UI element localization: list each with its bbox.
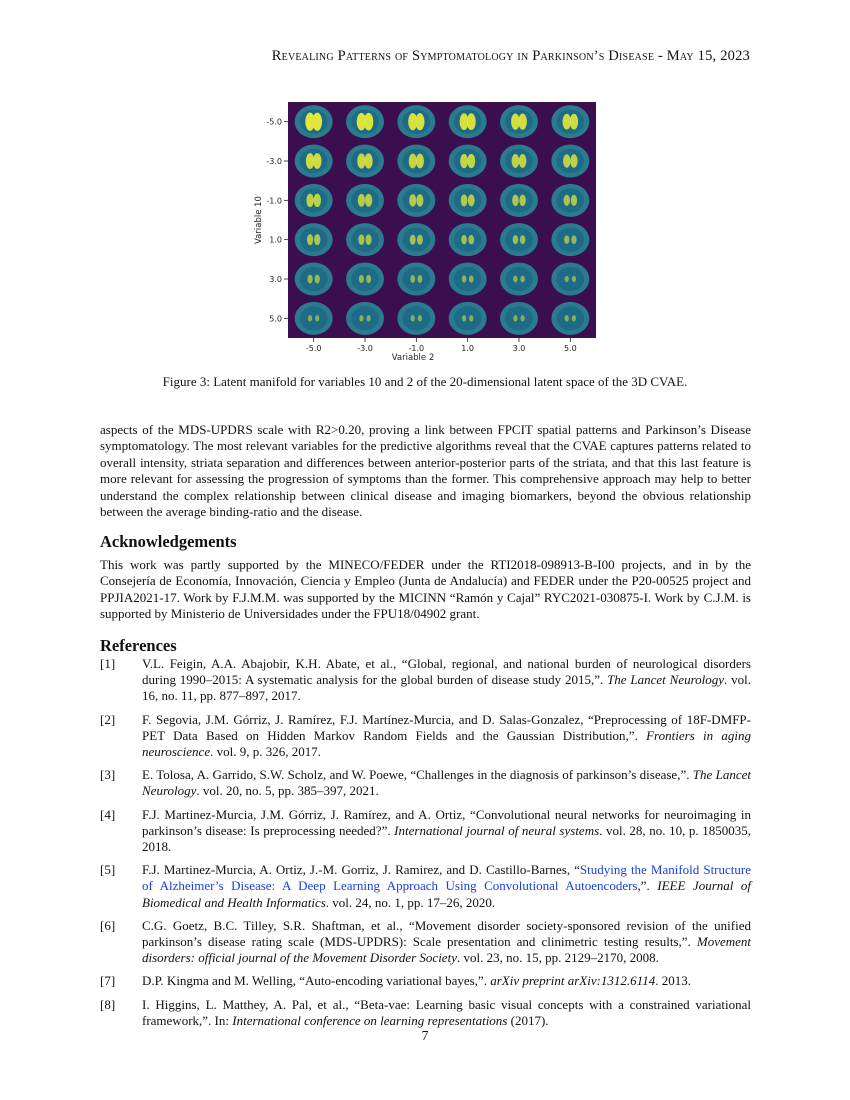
slice-inner (556, 227, 584, 251)
striatum-spot (571, 195, 577, 206)
x-tick-label: 3.0 (512, 344, 526, 353)
latent-manifold-figure (248, 100, 608, 370)
striatum-spot (564, 195, 570, 206)
brain-slice (551, 262, 589, 295)
y-tick-label: -5.0 (266, 117, 282, 127)
reference-number: [8] (100, 996, 116, 1012)
brain-slice (449, 105, 487, 138)
brain-slice (397, 223, 435, 256)
striatum-spot (357, 153, 365, 168)
reference-text: V.L. Feigin, A.A. Abajobir, K.H. Abate, et al., “Global, regional, and national burden of neurological disorders during 1990–2015: A systematic analysis for the global burden of disease study 2015,”. The Lancet Neurology. vol. 16, no. 11, pp. 877–897, 2017. (142, 656, 751, 704)
reference-number: [4] (100, 806, 116, 822)
y-tick-label: -1.0 (266, 196, 282, 206)
striatum-spot (467, 113, 476, 130)
reference-text: F.J. Martinez-Murcia, J.M. Górriz, J. Ramírez, and A. Ortiz, “Convolutional neural networks for neuroimaging in parkinson’s disease: Is preprocessing needed?”. International journal of neural systems. vol. 28, no. 10, p. 1850035, 2018. (142, 806, 751, 855)
striatum-spot (410, 275, 415, 283)
striatum-spot (520, 276, 524, 283)
striatum-spot (358, 194, 365, 207)
slice-inner (300, 267, 328, 291)
reference-item (100, 918, 751, 967)
slice-inner (300, 306, 328, 330)
reference-text: F.J. Martinez-Murcia, A. Ortiz, J.-M. Gorriz, J. Ramirez, and D. Castillo-Barnes, “Studying the Manifold Structure of Alzheimer’s Disease: A Deep Learning Approach Using Convolutional Autoencoders,”. IEEE Journal of Biomedical and Health Informatics. vol. 24, no. 1, pp. 17–26, 2020. (142, 862, 751, 910)
brain-slice (295, 223, 333, 256)
x-axis-label: Variable 2 (391, 353, 435, 363)
striatum-spot (359, 315, 363, 321)
running-header (100, 48, 750, 65)
striatum-spot (312, 113, 322, 131)
slice-inner (505, 188, 533, 212)
brain-slice (295, 105, 333, 138)
striatum-spot (358, 234, 364, 245)
striatum-spot (307, 234, 313, 245)
running-header-title: Revealing Patterns of Symptomatology in Parkinson’s Disease - May 15, 2023 (271, 48, 750, 64)
brain-slice (500, 105, 538, 138)
striatum-spot (411, 315, 415, 321)
reference-item (100, 973, 751, 989)
figure-caption: Figure 3: Latent manifold for variables 10 and 2 of the 20-dimensional latent space of the 3D CVAE. (162, 374, 688, 389)
reference-number: [7] (100, 973, 116, 989)
striatum-spot (513, 235, 518, 244)
brain-slice (500, 144, 538, 177)
striatum-spot (512, 195, 519, 207)
brain-slice (449, 144, 487, 177)
striatum-spot (364, 153, 372, 168)
slice-inner (454, 267, 482, 291)
x-tick-label: -1.0 (408, 344, 425, 353)
striatum-spot (307, 275, 312, 284)
reference-list (100, 656, 751, 1036)
striatum-spot (409, 154, 417, 169)
reference-number: [5] (100, 862, 116, 878)
brain-slice (397, 144, 435, 177)
brain-slice (551, 105, 589, 138)
striatum-spot (572, 315, 576, 321)
striatum-spot (416, 194, 423, 206)
striatum-spot (570, 114, 579, 130)
brain-slice (295, 144, 333, 177)
x-axis-ticks (306, 338, 577, 353)
striatum-spot (416, 154, 424, 169)
brain-slice (346, 144, 384, 177)
striatum-spot (417, 235, 423, 245)
striatum-spot (513, 276, 517, 283)
brain-slice (295, 184, 333, 217)
striatum-spot (518, 114, 527, 130)
reference-text: F. Segovia, J.M. Górriz, J. Ramírez, F.J. Martínez-Murcia, and D. Salas-Gonzalez, “Preprocessing of 18F-DMFP-PET Data Based on Hidden Markov Random Fields and the Gaussian Distribution,”. Frontiers in aging neuroscience. vol. 9, p. 326, 2017. (142, 711, 752, 760)
striatum-spot (415, 113, 424, 130)
brain-slice (397, 184, 435, 217)
slice-inner (505, 267, 533, 291)
striatum-spot (461, 235, 467, 245)
reference-number: [3] (100, 767, 116, 783)
slice-inner (402, 227, 430, 251)
striatum-spot (571, 235, 576, 244)
brain-slice (346, 105, 384, 138)
striatum-spot (460, 154, 468, 168)
slice-inner (454, 227, 482, 251)
striatum-spot (308, 315, 312, 321)
striatum-spot (462, 315, 466, 321)
brain-slice (397, 105, 435, 138)
acknowledgements-text: This work was partly supported by the MINECO/FEDER under the RTI2018-098913-B-I00 projects, and in by the Consejería de Economía, Innovación, Ciencia y Empleo (Junta de Andalucía) and FEDER under the P20-00525 project and PPJIA2021-17. Work by F.J.M.M. was supported by the MICINN “Ramón y Cajal” RYC2021-030875-I. Work by C.J.M. is supported by Ministerio de Universidades under the FPU18/04902 grant. (100, 557, 751, 622)
brain-slice (295, 262, 333, 295)
x-tick-label: -5.0 (305, 344, 322, 353)
striatum-spot (520, 235, 525, 244)
brain-slice (346, 262, 384, 295)
slice-inner (556, 188, 584, 212)
reference-number: [2] (100, 711, 116, 727)
brain-slice (500, 184, 538, 217)
reference-number: [1] (100, 656, 116, 671)
striatum-spot (519, 154, 527, 168)
x-tick-label: 1.0 (461, 344, 475, 353)
reference-item (100, 997, 751, 1029)
striatum-spot (359, 275, 364, 283)
striatum-spot (365, 194, 372, 207)
slice-inner (454, 188, 482, 212)
slice-inner (556, 267, 584, 291)
brain-slice (449, 302, 487, 335)
slice-inner (454, 306, 482, 330)
slice-inner (351, 306, 379, 330)
striatum-spot (572, 276, 576, 282)
reference-venue: arXiv preprint arXiv:1312.6114 (490, 973, 656, 989)
striatum-spot (315, 315, 319, 321)
reference-venue: The Lancet Neurology (142, 767, 751, 799)
plot-area (288, 102, 596, 338)
striatum-spot (519, 195, 526, 207)
reference-venue: Frontiers in aging neuroscience (142, 727, 752, 760)
striatum-spot (512, 154, 520, 168)
reference-item (100, 767, 751, 799)
y-axis-ticks (266, 118, 288, 324)
brain-slice (397, 262, 435, 295)
y-axis-label: Variable 10 (254, 196, 264, 244)
slice-inner (300, 227, 328, 251)
slice-inner (351, 227, 379, 251)
slice-inner (402, 306, 430, 330)
striatum-spot (468, 235, 474, 245)
striatum-spot (366, 234, 372, 245)
brain-slice (397, 302, 435, 335)
page-number: 7 (421, 1028, 429, 1043)
reference-venue: International conference on learning representations (232, 1012, 508, 1028)
x-tick-label: -3.0 (357, 344, 373, 353)
acknowledgements-heading: Acknowledgements (100, 532, 237, 551)
striatum-spot (565, 315, 569, 321)
reference-item (100, 862, 751, 911)
brain-slice (449, 262, 487, 295)
striatum-spot (469, 275, 474, 282)
brain-slice (449, 184, 487, 217)
reference-venue: Movement disorders: official journal of the Movement Disorder Society (142, 934, 751, 966)
reference-text: E. Tolosa, A. Garrido, S.W. Scholz, and W. Poewe, “Challenges in the diagnosis of parkinson’s disease,”. The Lancet Neurology. vol. 20, no. 5, pp. 385–397, 2021. (142, 767, 751, 799)
brain-slice (500, 302, 538, 335)
striatum-spot (313, 153, 322, 169)
slice-inner (505, 306, 533, 330)
striatum-spot (366, 315, 370, 321)
reference-venue: The Lancet Neurology (607, 672, 725, 688)
reference-item (100, 712, 751, 761)
brain-slice (551, 184, 589, 217)
y-tick-label: 3.0 (269, 275, 282, 284)
striatum-spot (410, 235, 416, 245)
brain-slice (346, 184, 384, 217)
body-paragraph: aspects of the MDS-UPDRS scale with R2>0.20, proving a link between FPCIT spatial patterns and Parkinson’s Disease symptomatology. The most relevant variables for the predictive algorithms reveal that the CVAE captures patterns related to overall intensity, striata separation and differences between anterior-posterior parts of the striata, and that this last feature is more relevant for assessing the progression of symptoms than the former. This comprehensive approach may help to better understand the complex relationship between clinical disease and imaging biomarkers, beyond the obvious relationship between the average binding-ratio and the disease. (100, 422, 751, 520)
striatum-spot (306, 194, 313, 207)
striatum-spot (564, 235, 569, 244)
x-tick-label: 5.0 (563, 344, 577, 353)
brain-slice (551, 144, 589, 177)
reference-number: [6] (100, 917, 116, 933)
striatum-spot (468, 194, 475, 206)
striatum-spot (570, 154, 577, 167)
latent-manifold-plot (248, 100, 608, 370)
y-tick-label: -3.0 (266, 157, 282, 166)
striatum-spot (314, 194, 321, 207)
y-tick-label: 5.0 (269, 314, 282, 324)
brain-slice (500, 223, 538, 256)
striatum-spot (315, 275, 320, 284)
brain-slice (500, 262, 538, 295)
striatum-spot (314, 234, 320, 245)
reference-text: I. Higgins, L. Matthey, A. Pal, et al., “Beta-vae: Learning basic visual concepts with a constrained variational framework,”. In: International conference on learning representations (2017). (142, 996, 751, 1028)
brain-slice (346, 223, 384, 256)
striatum-spot (366, 275, 371, 283)
reference-venue: International journal of neural systems (394, 822, 600, 838)
striatum-spot (565, 276, 569, 282)
slice-inner (402, 267, 430, 291)
slice-inner (402, 188, 430, 212)
references-heading: References (100, 636, 177, 655)
striatum-spot (513, 315, 517, 321)
striatum-spot (418, 315, 422, 321)
striatum-spot (364, 113, 373, 131)
striatum-spot (462, 275, 467, 282)
reference-item (100, 807, 751, 856)
striatum-spot (467, 154, 475, 168)
brain-slice (551, 302, 589, 335)
striatum-spot (469, 315, 473, 321)
brain-slice (551, 223, 589, 256)
reference-text: D.P. Kingma and M. Welling, “Auto-encoding variational bayes,”. arXiv preprint arXiv:1312.6114. 2013. (142, 973, 691, 989)
brain-slice (346, 302, 384, 335)
brain-slice (295, 302, 333, 335)
striatum-spot (520, 315, 524, 321)
reference-venue: IEEE Journal of Biomedical and Health Informatics (142, 878, 751, 910)
reference-text: C.G. Goetz, B.C. Tilley, S.R. Shaftman, et al., “Movement disorder society-sponsored revision of the unified parkinson’s disease rating scale (MDS-UPDRS): Scale presentation and clinimetric testing results,”. Movement disorders: official journal of the Movement Disorder Society. vol. 23, no. 15, pp. 2129–2170, 2008. (142, 917, 751, 966)
slice-inner (556, 306, 584, 330)
brain-slice (449, 223, 487, 256)
y-tick-label: 1.0 (269, 235, 282, 245)
striatum-spot (409, 194, 416, 206)
striatum-spot (418, 275, 423, 283)
reference-item (100, 656, 751, 705)
striatum-spot (563, 154, 570, 167)
slice-inner (505, 227, 533, 251)
slice-inner (351, 267, 379, 291)
striatum-spot (461, 194, 468, 206)
reference-link[interactable]: Studying the Manifold Structure of Alzheimer’s Disease: A Deep Learning Approach Using Convolutional Autoencoders (142, 862, 751, 894)
